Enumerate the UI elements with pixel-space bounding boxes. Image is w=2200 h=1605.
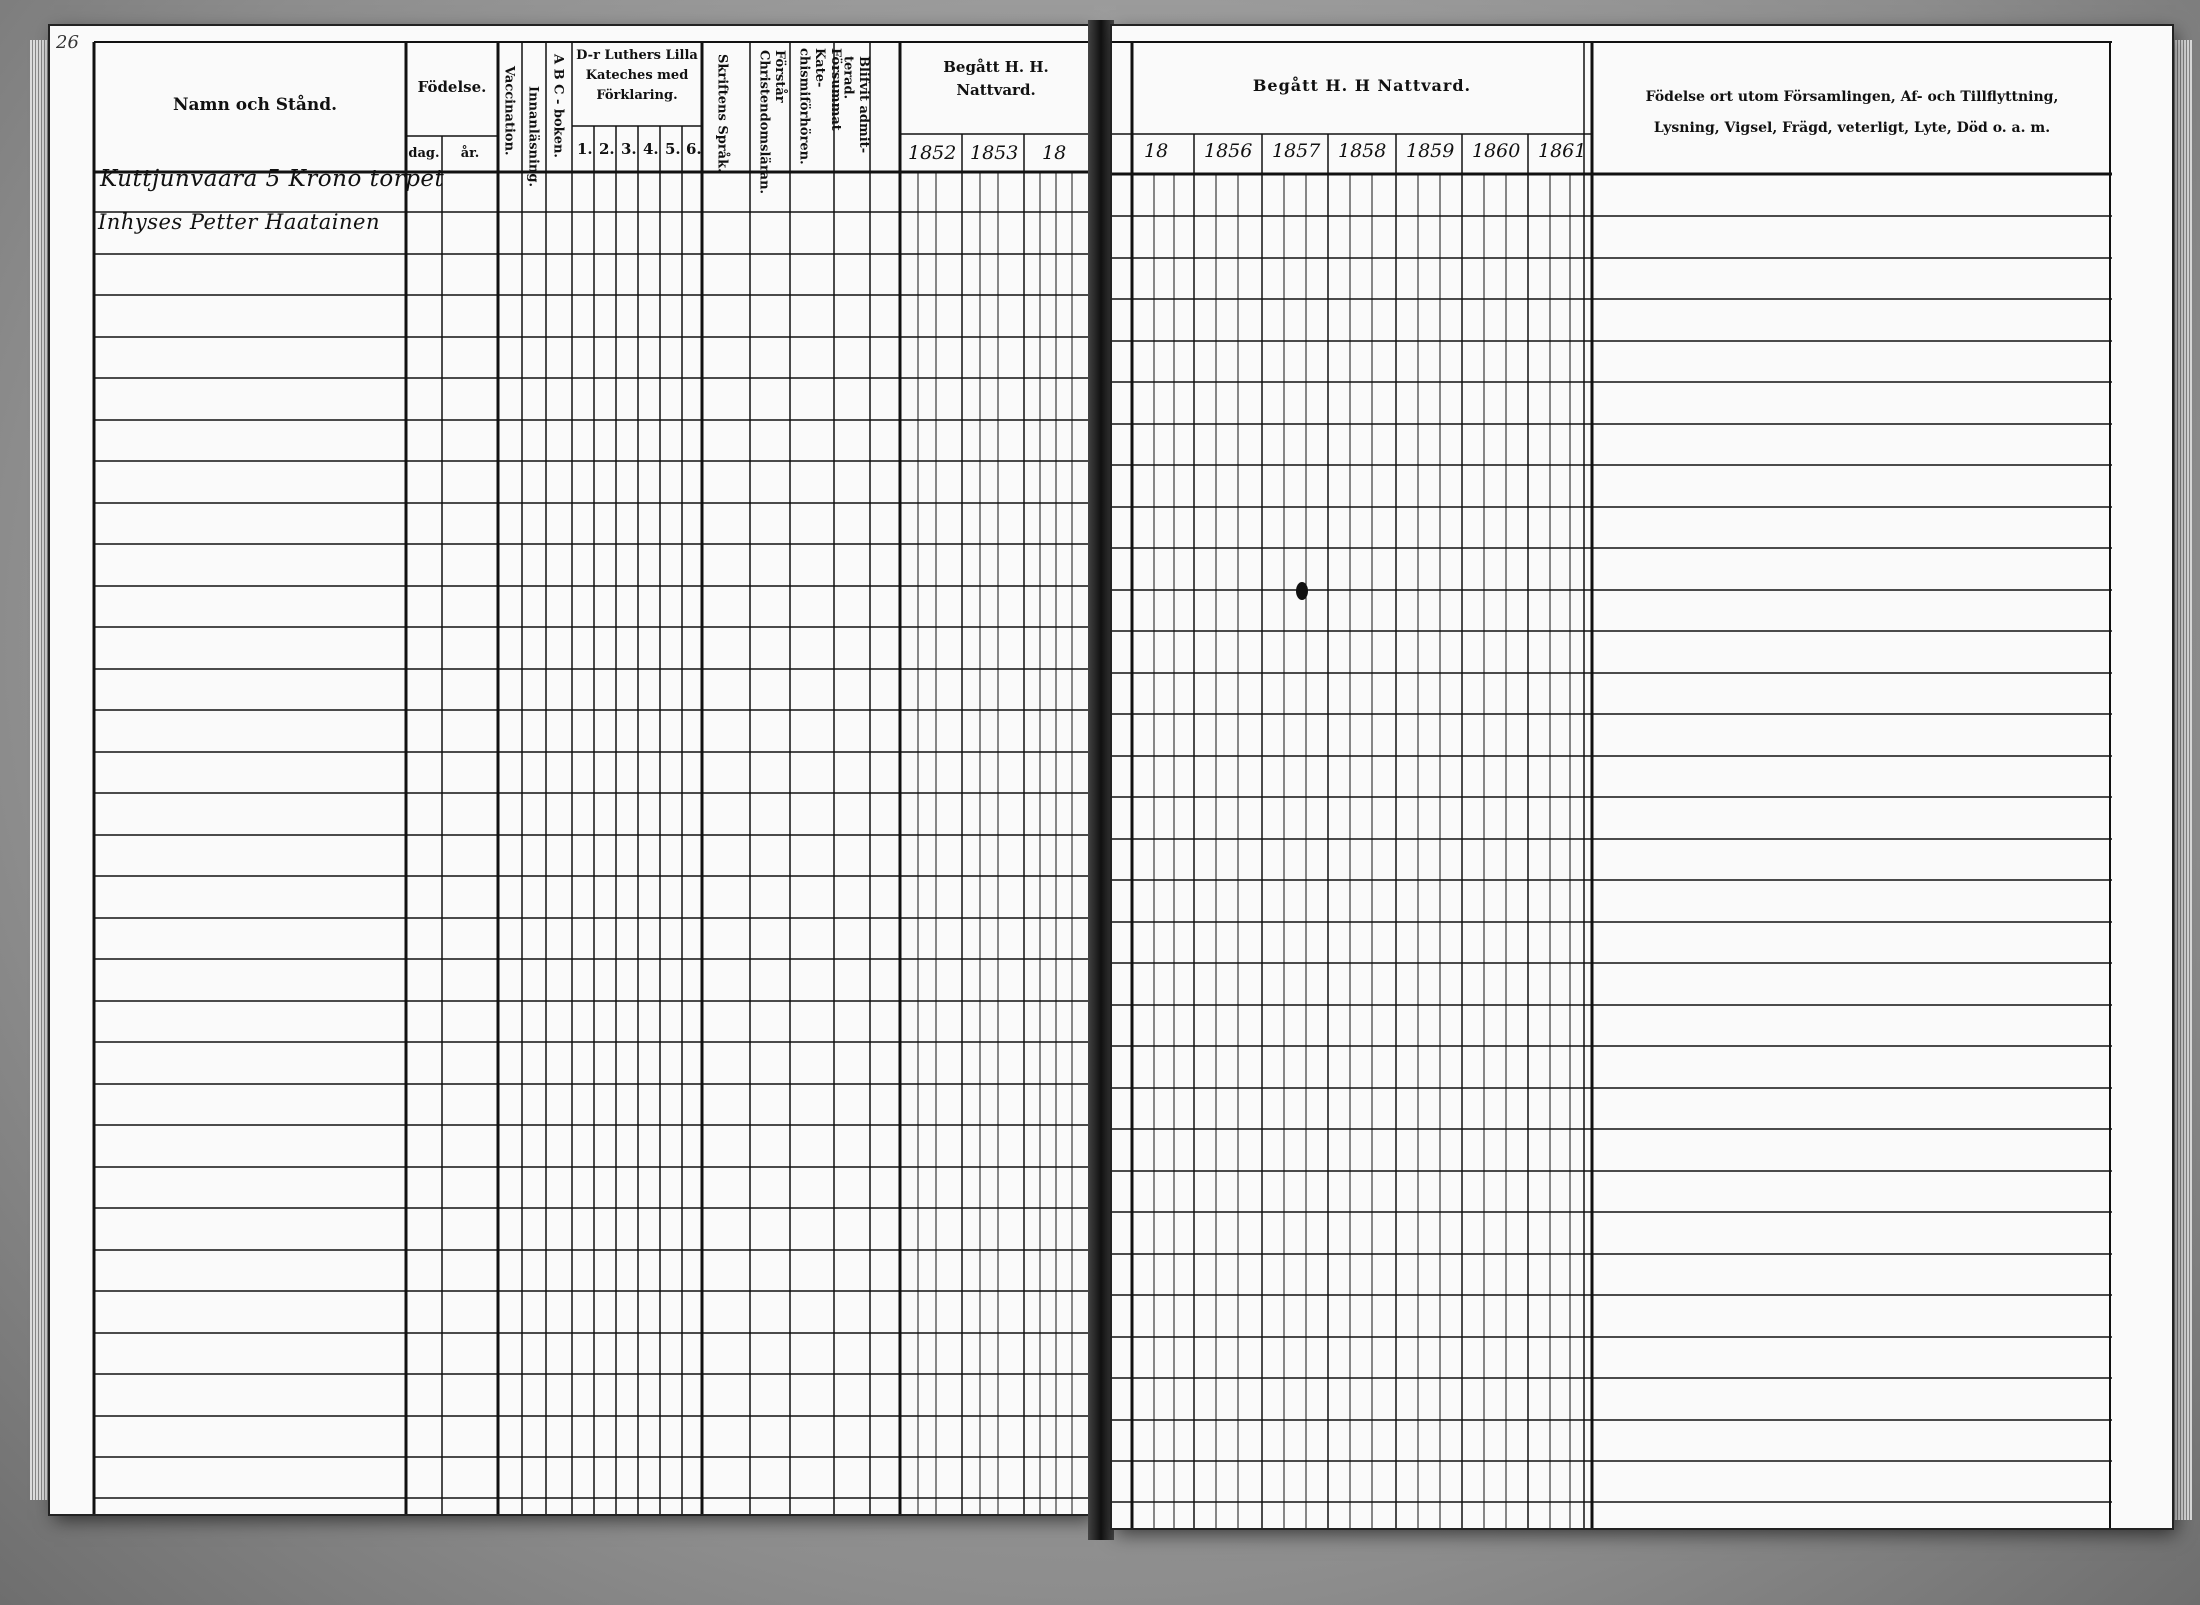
- year-1857: 1857: [1272, 140, 1321, 162]
- left-grid-lines: [50, 26, 1090, 1514]
- right-grid-lines: [1112, 26, 2172, 1528]
- page-number: 26: [56, 32, 79, 53]
- header-skriften: Skriftens Språk.: [714, 54, 730, 173]
- right-register-page: [1112, 26, 2172, 1528]
- year-18: 18: [1042, 142, 1067, 164]
- header-forstar: Förstår Christendomsläran.: [756, 50, 788, 195]
- year-1853: 1853: [970, 142, 1019, 164]
- year-1858: 1858: [1338, 140, 1387, 162]
- ink-blot: [1296, 582, 1308, 600]
- catechism-part-4: 4.: [643, 140, 659, 158]
- entry-farm-name: Kuttjunvaara 5 Krono torpet: [100, 166, 445, 192]
- header-notes: Födelse ort utom Församlingen, Af- och Tillflyttning, Lysning, Vigsel, Frägd, veterligt, Lyte, Död o. a. m.: [1645, 89, 2059, 136]
- header-vaccination: Vaccination.: [501, 66, 517, 156]
- year-1860: 1860: [1472, 140, 1521, 162]
- header-birth-year: år.: [460, 146, 480, 161]
- left-register-page: [50, 26, 1090, 1514]
- book-gutter: [1088, 20, 1114, 1540]
- year-18-right: 18: [1144, 140, 1169, 162]
- catechism-part-3: 3.: [621, 140, 637, 158]
- header-name-stand: Namn och Stånd.: [172, 95, 338, 115]
- left-page-edge: [30, 40, 52, 1500]
- catechism-part-2: 2.: [599, 140, 615, 158]
- header-forsummat: Försummat Kate-chismiförhören.: [796, 48, 843, 165]
- right-page-edge: [2172, 40, 2192, 1520]
- header-innanlasning: Innanläsning.: [525, 86, 541, 187]
- header-blifvit: Blifvit admit-terad.: [840, 56, 872, 154]
- header-catechism: D-r Luthers Lilla Kateches med Förklaring.: [576, 48, 698, 104]
- year-1861: 1861: [1538, 140, 1587, 162]
- header-nattvard-left: Begått H. H. Nattvard.: [943, 58, 1049, 100]
- header-abc-book: A B C - boken.: [550, 54, 566, 158]
- entry-person-1: Inhyses Petter Haatainen: [98, 210, 381, 234]
- year-1856: 1856: [1204, 140, 1253, 162]
- header-birth: Födelse.: [417, 78, 487, 96]
- year-1859: 1859: [1406, 140, 1455, 162]
- catechism-part-5: 5.: [665, 140, 681, 158]
- header-nattvard-right: Begått H. H Nattvard.: [1252, 76, 1472, 95]
- catechism-part-6: 6.: [686, 140, 702, 158]
- header-birth-day: dag.: [408, 146, 440, 161]
- year-1852: 1852: [908, 142, 957, 164]
- catechism-part-1: 1.: [577, 140, 593, 158]
